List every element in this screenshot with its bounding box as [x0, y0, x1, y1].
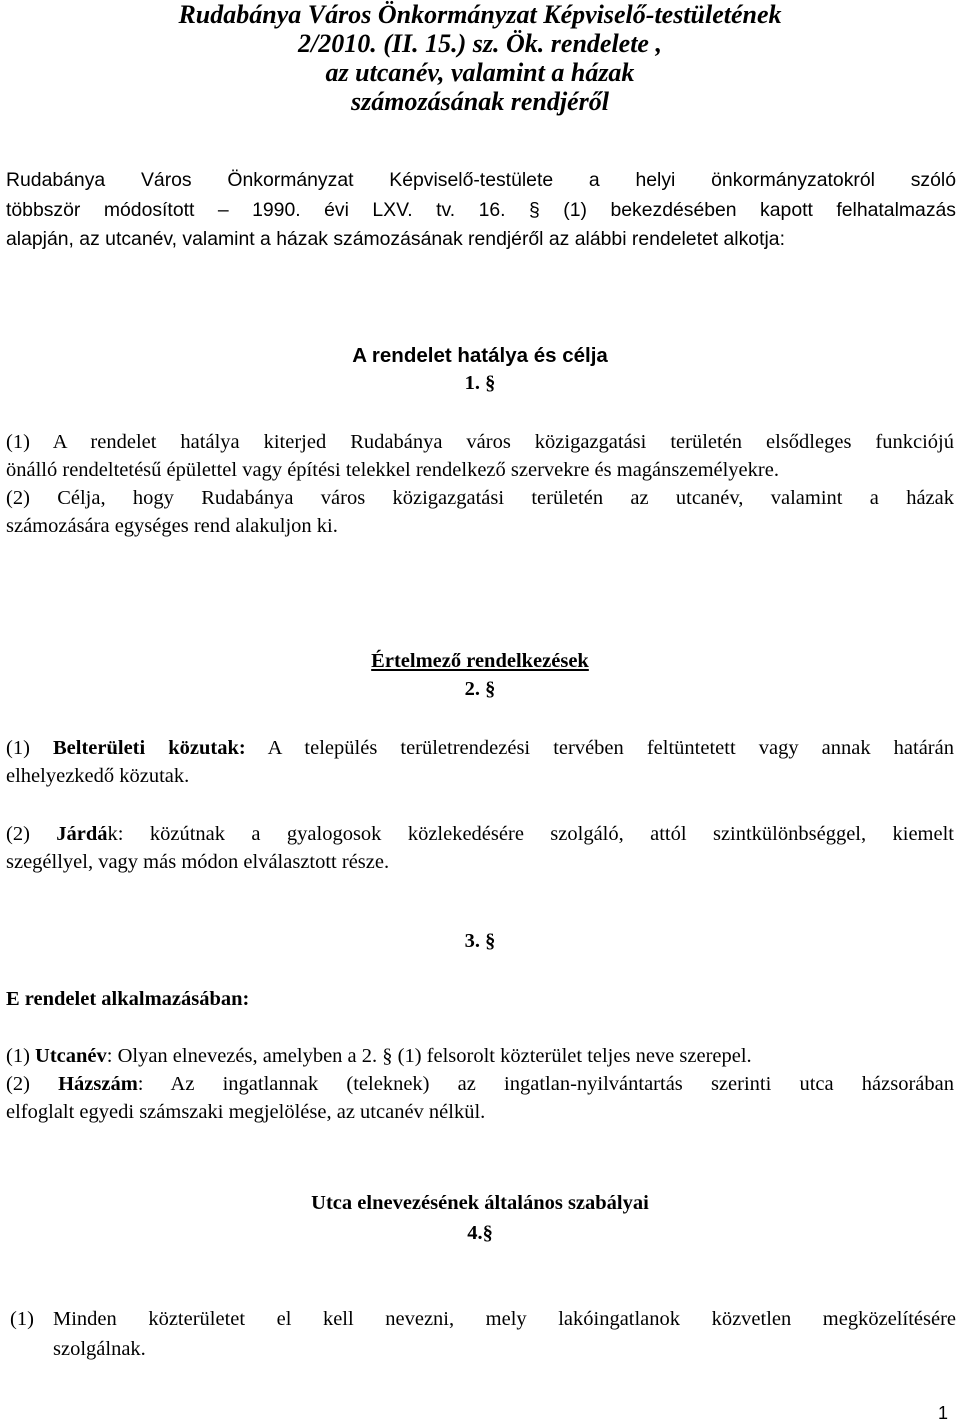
section-4-heading: Utca elnevezésének általános szabályai — [311, 1192, 649, 1214]
s4-p1-line-2: szolgálnak. — [53, 1338, 146, 1360]
section-3-heading: E rendelet alkalmazásában: — [6, 988, 250, 1010]
s1-p1-line-1: (1) A rendelet hatálya kiterjed Rudabánya város közigazgatási területén elsődleges funkciójú — [6, 431, 954, 453]
section-1-heading: A rendelet hatálya és célja — [352, 344, 608, 367]
s2-p2-line-1: (2) Járdák: közútnak a gyalogosok közlekedésére szolgáló, attól szintkülönbséggel, kiemelt — [6, 823, 954, 845]
s3-p1-line-1: (1) Utcanév: Olyan elnevezés, amelyben a 2. § (1) felsorolt közterület teljes neve szerepel. — [6, 1045, 752, 1067]
preamble-line-3: alapján, az utcanév, valamint a házak számozásának rendjéről az alábbi rendeletet alkotja: — [6, 228, 785, 250]
page-number: 1 — [937, 1403, 948, 1423]
s3-p2-line-1: (2) Házszám: Az ingatlannak (teleknek) az ingatlan-nyilvántartás szerinti utca házsorában — [6, 1073, 954, 1095]
section-1-paragraphs — [6, 428, 954, 540]
term-jarda: Járdá — [56, 823, 108, 845]
preamble — [6, 166, 956, 255]
title-line-4: számozásának rendjéről — [351, 87, 609, 116]
preamble-line-2: többször módosított – 1990. évi LXV. tv. 16. § (1) bekezdésében kapott felhatalmazás — [6, 198, 956, 221]
s2-p1-line-2: elhelyezkedő közutak. — [6, 765, 190, 787]
section-1-number: 1. § — [464, 372, 496, 394]
section-2-heading: Értelmező rendelkezések — [371, 650, 589, 672]
title-line-1: Rudabánya Város Önkormányzat Képviselő-testületének — [178, 0, 782, 29]
s2-p1-line-1: (1) Belterületi közutak: A település területrendezési tervében feltüntetett vagy annak határán — [6, 737, 954, 759]
section-2-paragraph-1 — [6, 734, 954, 790]
document-title — [60, 0, 900, 116]
s3-p2-line-2: elfoglalt egyedi számszaki megjelölése, az utcanév nélkül. — [6, 1101, 486, 1123]
s2-p2-line-2: szegéllyel, vagy más módon elválasztott része. — [6, 851, 390, 873]
s1-p2-line-2: számozására egységes rend alakuljon ki. — [6, 515, 338, 537]
section-3-paragraphs — [6, 1042, 954, 1126]
preamble-line-1: Rudabánya Város Önkormányzat Képviselő-testülete a helyi önkormányzatokról szóló — [6, 169, 956, 191]
section-3-number: 3. § — [464, 930, 496, 952]
title-line-2: 2/2010. (II. 15.) sz. Ök. rendelete , — [298, 29, 662, 58]
title-line-3: az utcanév, valamint a házak — [325, 58, 635, 87]
section-4-number: 4.§ — [467, 1222, 493, 1244]
s1-p1-line-2: önálló rendeltetésű épülettel vagy építési telekkel rendelkező szervekre és magánszemélyekre. — [6, 459, 779, 481]
s1-p2-line-1: (2) Célja, hogy Rudabánya város közigazgatási területén az utcanév, valamint a házak — [6, 487, 954, 509]
term-utcanev: Utcanév — [35, 1045, 107, 1067]
s4-p1-line-1: Minden közterületet el kell nevezni, mely lakóingatlanok közvetlen megközelítésére — [53, 1308, 956, 1330]
term-belteruleti-kozutak: Belterületi közutak: — [52, 737, 246, 759]
s4-p1-number: (1) — [10, 1308, 34, 1330]
section-2-paragraph-2 — [6, 820, 954, 876]
term-hazszam: Házszám — [58, 1073, 138, 1095]
section-2-number: 2. § — [464, 678, 496, 700]
